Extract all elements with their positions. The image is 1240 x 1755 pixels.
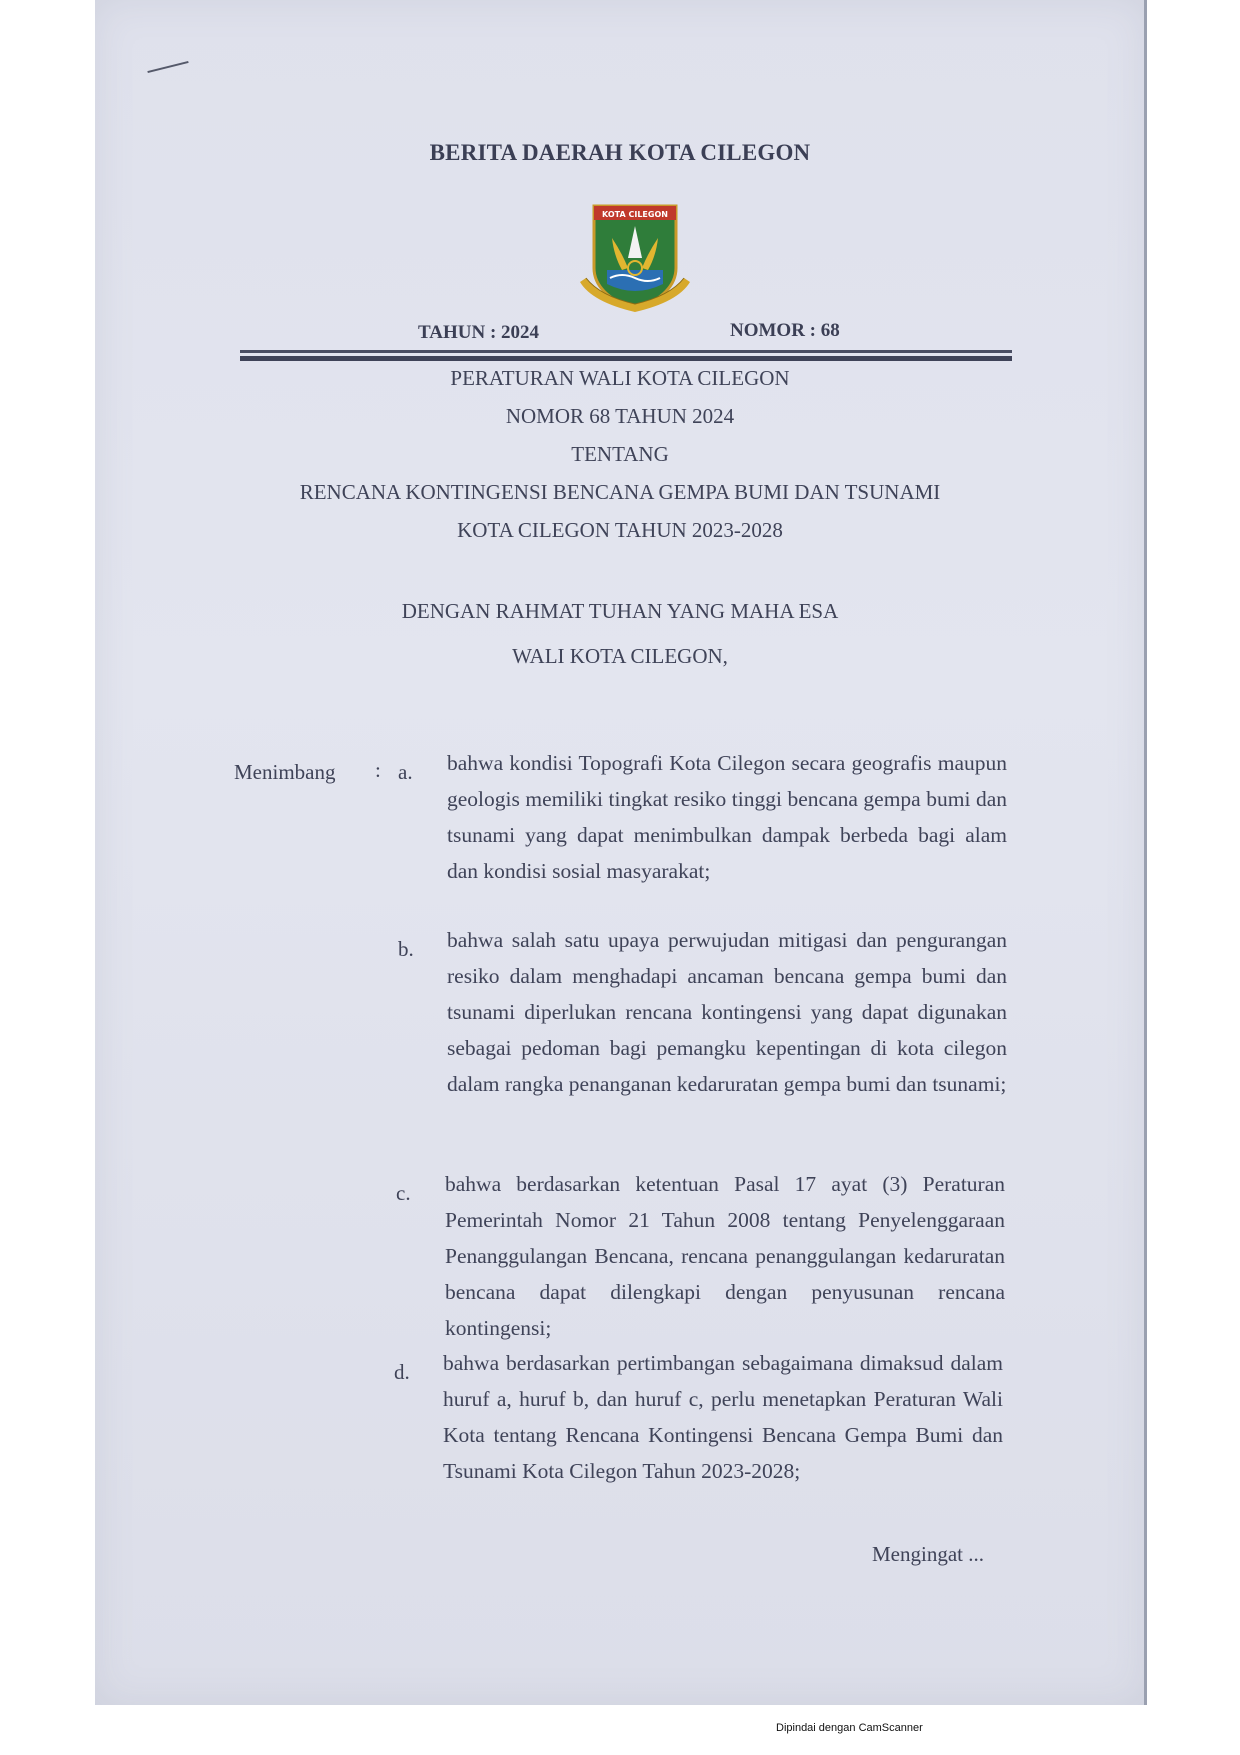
gazette-title: BERITA DAERAH KOTA CILEGON <box>429 140 811 165</box>
item-letter: d. <box>394 1360 410 1384</box>
continuation-catchword: Mengingat ... <box>872 1542 984 1566</box>
considering-colon: : <box>375 758 381 782</box>
regulation-title: PERATURAN WALI KOTA CILEGON <box>450 366 790 390</box>
considering-item-d: bahwa berdasarkan pertimbangan sebagaimana dimaksud dalam huruf a, huruf b, dan huruf c, perlu menetapkan Peraturan Wali Kota tentang Rencana Kontingensi Bencana Gempa Bumi dan Tsunami Kota Cilegon Tahun 2023-2028; <box>443 1351 1003 1483</box>
scanner-watermark: Dipindai dengan CamScanner <box>776 1722 923 1734</box>
header-divider-thick <box>240 356 1012 361</box>
item-letter: b. <box>398 937 414 961</box>
cilegon-crest-emblem <box>572 198 698 322</box>
considering-item-b: bahwa salah satu upaya perwujudan mitigasi dan pengurangan resiko dalam menghadapi ancaman bencana gempa bumi dan tsunami diperlukan rencana kontingensi yang dapat digunakan sebagai pedoman bagi pemangku kepentingan di kota cilegon dalam rangka penanganan kedaruratan gempa bumi dan tsunami; <box>447 928 1007 1096</box>
crest-label: KOTA CILEGON <box>602 210 668 219</box>
regulation-number: NOMOR 68 TAHUN 2024 <box>505 404 735 428</box>
considering-item-c: bahwa berdasarkan ketentuan Pasal 17 ayat (3) Peraturan Pemerintah Nomor 21 Tahun 2008 tentang Penyelenggaraan Penanggulangan Bencana, rencana penanggulangan kedaruratan bencana dapat dilengkapi dengan penyusunan rencana kontingensi; <box>445 1172 1005 1340</box>
preamble-blessing: DENGAN RAHMAT TUHAN YANG MAHA ESA <box>401 599 839 623</box>
considering-label: Menimbang <box>234 760 336 784</box>
item-letter: a. <box>398 760 413 784</box>
year-label: TAHUN : 2024 <box>418 322 540 343</box>
page-edge <box>1144 0 1147 1705</box>
regulation-about: TENTANG <box>571 442 669 466</box>
regulation-subject-line2: KOTA CILEGON TAHUN 2023-2028 <box>457 518 783 542</box>
item-letter: c. <box>396 1181 411 1205</box>
considering-item-a: bahwa kondisi Topografi Kota Cilegon secara geografis maupun geologis memiliki tingkat resiko tinggi bencana gempa bumi dan tsunami yang dapat menimbulkan dampak berbeda bagi alam dan kondisi sosial masyarakat; <box>447 751 1007 883</box>
number-label: NOMOR : 68 <box>730 320 840 341</box>
header-divider-thin <box>240 350 1012 353</box>
regulation-subject-line1: RENCANA KONTINGENSI BENCANA GEMPA BUMI DAN TSUNAMI <box>299 480 941 504</box>
preamble-mayor: WALI KOTA CILEGON, <box>512 644 728 668</box>
